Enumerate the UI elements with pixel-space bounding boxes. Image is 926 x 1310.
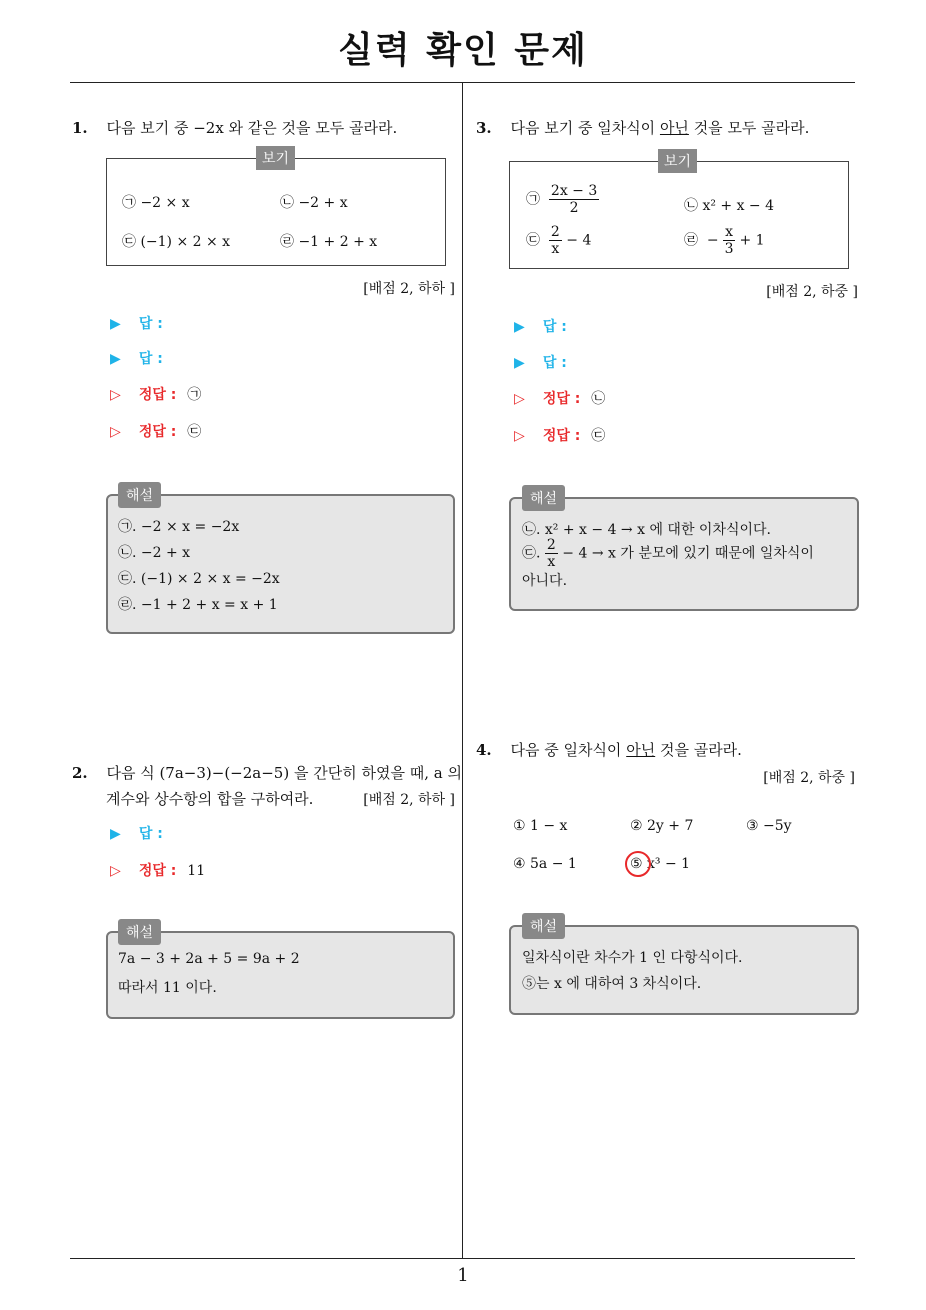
option-d: ㉣ −1 + 2 + x: [280, 234, 378, 250]
question-1: [72, 115, 397, 141]
explanation-line: ㉡. x² + x − 4 → x 에 대한 이차식이다.: [522, 522, 771, 538]
denominator: x: [551, 241, 560, 257]
explanation-line: 7a − 3 + 2a + 5 = 9a + 2: [118, 951, 300, 967]
answer-blank[interactable]: [514, 316, 567, 336]
question-number: 1.: [72, 119, 88, 137]
option-mark: ㉣: [684, 232, 698, 249]
question-3: [476, 115, 809, 141]
outline-triangle-icon: ▷: [514, 428, 525, 444]
explanation-line: ⑤는 x 에 대하여 3 차식이다.: [522, 976, 702, 992]
explanation-mark: ㉢.: [522, 545, 541, 562]
correct-answer: [514, 388, 605, 408]
explanation-line: ㉠. −2 × x = −2x: [118, 519, 240, 535]
underlined-word: 아닌: [626, 741, 656, 759]
outline-triangle-icon: ▷: [110, 424, 121, 440]
explanation-line: ㉢. (−1) × 2 × x = −2x: [118, 571, 280, 587]
correct-value: ㉡: [591, 391, 606, 407]
explanation-label: 해설: [118, 919, 161, 945]
score-meta: [배점 2, 하중 ]: [763, 770, 855, 786]
filled-triangle-icon: ▶: [514, 319, 525, 335]
question-text-start: 다음 보기 중 일차식이: [510, 119, 660, 137]
correct-answer: [110, 421, 201, 441]
option-b: ㉡ x² + x − 4: [684, 198, 775, 214]
bottom-divider: [70, 1258, 855, 1259]
question-text-end: 것을 모두 골라라.: [688, 119, 810, 137]
denominator: 3: [724, 241, 734, 257]
explanation-label: 해설: [522, 485, 565, 511]
choice-4: ④ 5a − 1: [513, 856, 577, 872]
answer-label: 답 :: [542, 319, 567, 335]
answer-blank[interactable]: [514, 352, 567, 372]
answer-blank[interactable]: [110, 313, 163, 333]
correct-value: 11: [187, 863, 206, 879]
question-text-end: 것을 골라라.: [655, 741, 742, 759]
correct-value: ㉢: [187, 424, 202, 440]
choice-3: ③ −5y: [746, 818, 792, 834]
filled-triangle-icon: ▶: [110, 826, 121, 842]
page-number: 1: [457, 1265, 469, 1286]
explanation-label: 해설: [118, 482, 161, 508]
question-text-start: 다음 중 일차식이: [510, 741, 627, 759]
explanation-line: 아니다.: [522, 573, 568, 589]
correct-label: 정답 :: [138, 863, 177, 879]
denominator: x: [547, 554, 556, 570]
option-b: ㉡ −2 + x: [280, 195, 348, 211]
underlined-word: 아닌: [659, 119, 689, 137]
filled-triangle-icon: ▶: [514, 355, 525, 371]
answer-label: 답 :: [138, 316, 163, 332]
numerator: 2: [546, 537, 556, 553]
option-a: [526, 183, 599, 216]
correct-label: 정답 :: [138, 387, 177, 403]
option-a: ㉠ −2 × x: [122, 195, 190, 211]
explanation-rest: − 4 → x 가 분모에 있기 때문에 일차식이: [562, 545, 814, 562]
explanation-line: ㉣. −1 + 2 + x = x + 1: [118, 597, 278, 613]
choice-1: ① 1 − x: [513, 818, 568, 834]
fraction: [723, 224, 735, 257]
numerator: 2: [550, 224, 560, 240]
outline-triangle-icon: ▷: [514, 391, 525, 407]
numerator: 2x − 3: [550, 183, 598, 199]
question-number: 3.: [476, 119, 492, 137]
score-meta: [배점 2, 하하 ]: [363, 792, 455, 808]
outline-triangle-icon: ▷: [110, 387, 121, 403]
option-rest: − 4: [566, 232, 592, 249]
numerator: x: [725, 224, 733, 240]
question-number: 4.: [476, 741, 492, 759]
correct-answer: [110, 860, 205, 880]
score-meta: [배점 2, 하중 ]: [766, 284, 858, 300]
denominator: 2: [569, 200, 579, 216]
correct-label: 정답 :: [542, 391, 581, 407]
selected-answer-circle: [625, 851, 651, 877]
correct-label: 정답 :: [138, 424, 177, 440]
outline-triangle-icon: ▷: [110, 863, 121, 879]
bogi-label: 보기: [256, 146, 295, 170]
choice-5: ⑤ x³ − 1: [630, 856, 691, 872]
explanation-line: 따라서 11 이다.: [118, 980, 217, 996]
bogi-label: 보기: [658, 149, 697, 173]
explanation-line: ㉡. −2 + x: [118, 545, 191, 561]
answer-blank[interactable]: [110, 348, 163, 368]
question-4: [476, 737, 742, 763]
option-mark: ㉠: [526, 191, 540, 208]
fraction: [549, 224, 562, 257]
explanation-label: 해설: [522, 913, 565, 939]
option-c: [526, 224, 591, 257]
correct-answer: [514, 425, 605, 445]
question-2-line2: 계수와 상수항의 합을 구하여라.: [106, 790, 314, 808]
correct-value: ㉠: [187, 387, 202, 403]
answer-label: 답 :: [542, 355, 567, 371]
column-divider: [462, 83, 463, 1258]
option-mark: ㉢: [526, 232, 540, 249]
answer-label: 답 :: [138, 351, 163, 367]
answer-blank[interactable]: [110, 823, 163, 843]
question-2: [72, 760, 462, 786]
option-d: [684, 224, 765, 257]
fraction: [549, 183, 599, 216]
correct-answer: [110, 384, 201, 404]
correct-label: 정답 :: [542, 428, 581, 444]
fraction: [545, 537, 558, 570]
option-sign: −: [706, 232, 719, 249]
correct-value: ㉢: [591, 428, 606, 444]
choice-2: ② 2y + 7: [630, 818, 694, 834]
option-rest: + 1: [739, 232, 765, 249]
explanation-line: 일차식이란 차수가 1 인 다항식이다.: [522, 950, 743, 966]
page-title: 실력 확인 문제: [338, 30, 588, 71]
option-c: ㉢ (−1) × 2 × x: [122, 234, 231, 250]
score-meta: [배점 2, 하하 ]: [363, 281, 455, 297]
filled-triangle-icon: ▶: [110, 316, 121, 332]
answer-label: 답 :: [138, 826, 163, 842]
question-text: 다음 식 (7a−3)−(−2a−5) 을 간단히 하였을 때, a 의: [106, 764, 462, 782]
question-number: 2.: [72, 764, 88, 782]
question-text: 다음 보기 중 −2x 와 같은 것을 모두 골라라.: [106, 119, 398, 137]
filled-triangle-icon: ▶: [110, 351, 121, 367]
explanation-line: [522, 537, 814, 570]
